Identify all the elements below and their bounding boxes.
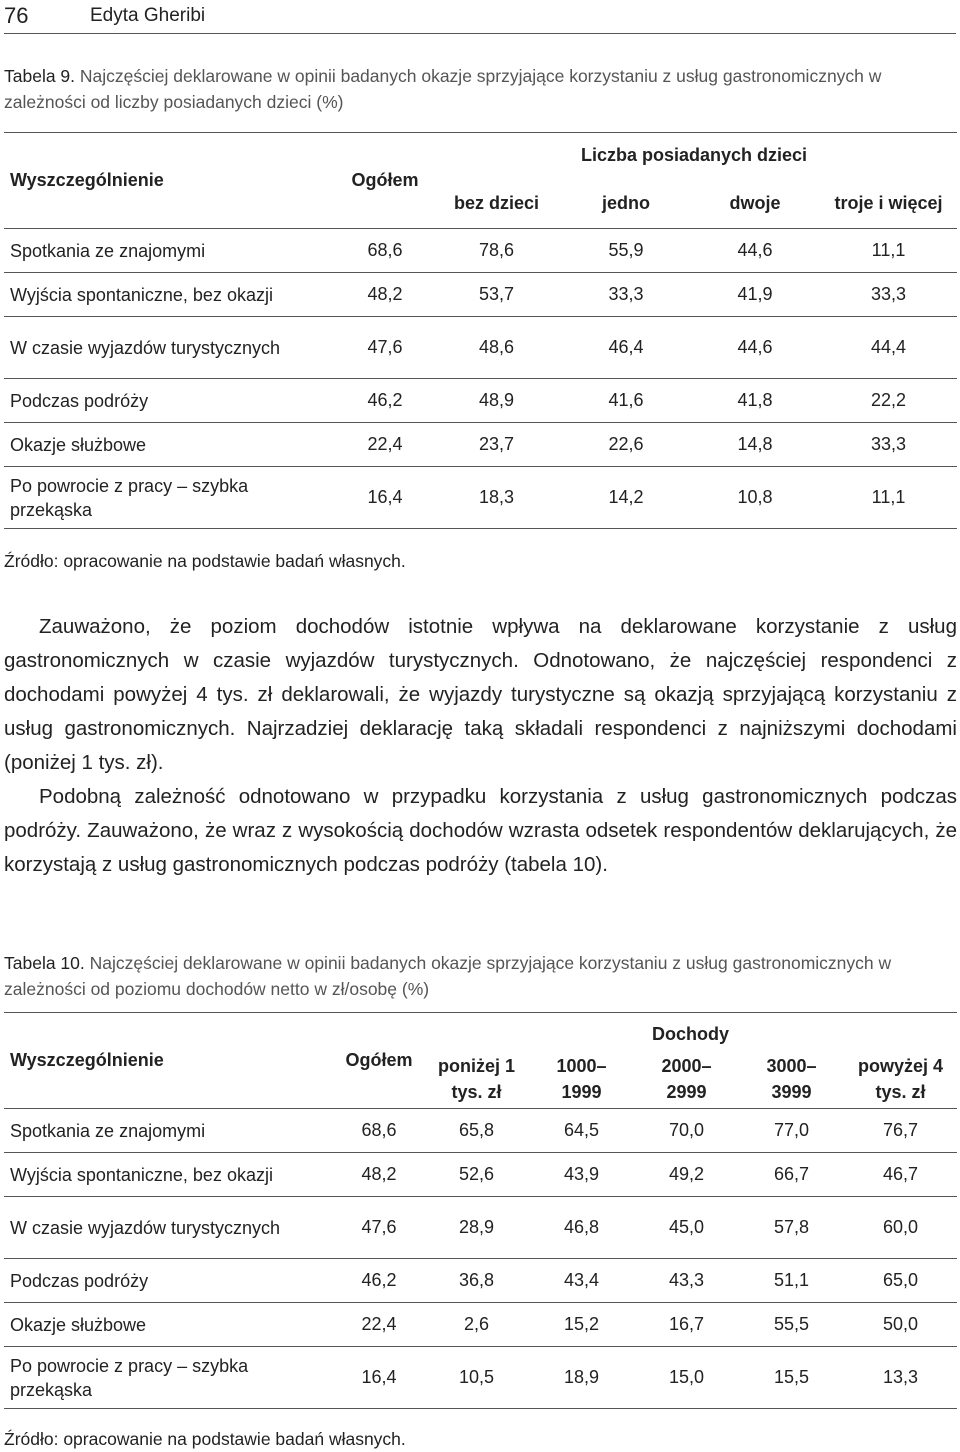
table9-label: Tabela 9. xyxy=(4,66,76,86)
row-label: W czasie wyjazdów turystycznych xyxy=(4,317,339,379)
table-cell: 47,6 xyxy=(334,1197,424,1259)
table-cell: 78,6 xyxy=(431,229,562,273)
table-cell: 33,3 xyxy=(820,273,957,317)
table-cell: 64,5 xyxy=(529,1109,634,1153)
table-cell: 41,6 xyxy=(562,379,690,423)
table-cell: 43,3 xyxy=(634,1259,739,1303)
table-cell: 48,2 xyxy=(334,1153,424,1197)
table9-subheader: troje i więcej xyxy=(820,179,957,229)
table10-caption-text: Najczęściej deklarowane w opinii badanych okazje sprzyjające korzystaniu z usług gastronomicznych w zależności od poziomu dochodów netto w zł/osobę (%) xyxy=(4,953,892,999)
table9-subheader: dwoje xyxy=(690,179,820,229)
table-cell: 68,6 xyxy=(339,229,431,273)
table-cell: 11,1 xyxy=(820,467,957,529)
table-cell: 10,8 xyxy=(690,467,820,529)
table-cell: 70,0 xyxy=(634,1109,739,1153)
table-cell: 22,4 xyxy=(334,1303,424,1347)
table-cell: 44,6 xyxy=(690,229,820,273)
table9 xyxy=(4,132,957,529)
table-cell: 15,2 xyxy=(529,1303,634,1347)
table-cell: 44,4 xyxy=(820,317,957,379)
table10-header-total: Ogółem xyxy=(334,1013,424,1109)
paragraph: Podobną zależność odnotowano w przypadku korzystania z usług gastronomicznych podczas podróży. Zauważono, że wraz z wysokością dochodów wzrasta odsetek respondentów deklarujących, że korzystają z usług gastronomicznych podczas podróży (tabela 10). xyxy=(4,785,957,876)
table-cell: 53,7 xyxy=(431,273,562,317)
table-cell: 44,6 xyxy=(690,317,820,379)
row-label: W czasie wyjazdów turystycznych xyxy=(4,1197,334,1259)
table9-caption xyxy=(4,63,954,115)
table-row xyxy=(4,317,957,379)
row-label: Po powrocie z pracy – szybka przekąska xyxy=(4,1347,334,1409)
table-cell: 23,7 xyxy=(431,423,562,467)
table-cell: 16,4 xyxy=(339,467,431,529)
row-label: Spotkania ze znajomymi xyxy=(4,1109,334,1153)
body-text xyxy=(4,610,957,882)
table10-subheader: 1000– 1999 xyxy=(529,1051,634,1109)
table-cell: 11,1 xyxy=(820,229,957,273)
table10-header-first: Wyszczególnienie xyxy=(4,1013,334,1109)
table-cell: 46,2 xyxy=(334,1259,424,1303)
header-rule xyxy=(4,33,956,34)
table-row xyxy=(4,379,957,423)
paragraph: Zauważono, że poziom dochodów istotnie wpływa na deklarowane korzystanie z usług gastronomicznych w czasie wyjazdów turystycznych. Odnotowano, że najczęściej respondenci z dochodami powyżej 4 tys. zł deklarowali, że wyjazdy turystyczne są okazją sprzyjającą korzystaniu z usług gastronomicznych. Najrzadziej deklarację taką składali respondenci z najniższymi dochodami (poniżej 1 tys. zł). xyxy=(4,615,957,774)
table-cell: 41,8 xyxy=(690,379,820,423)
table-cell: 51,1 xyxy=(739,1259,844,1303)
row-label: Po powrocie z pracy – szybka przekąska xyxy=(4,467,339,529)
table-row xyxy=(4,467,957,529)
table9-subheader: bez dzieci xyxy=(431,179,562,229)
table-cell: 65,0 xyxy=(844,1259,957,1303)
table-cell: 43,4 xyxy=(529,1259,634,1303)
table-cell: 46,8 xyxy=(529,1197,634,1259)
table-cell: 13,3 xyxy=(844,1347,957,1409)
table-cell: 41,9 xyxy=(690,273,820,317)
table-row xyxy=(4,1347,957,1409)
table-cell: 16,7 xyxy=(634,1303,739,1347)
table-cell: 46,4 xyxy=(562,317,690,379)
table-row xyxy=(4,1197,957,1259)
table-cell: 14,2 xyxy=(562,467,690,529)
table-cell: 36,8 xyxy=(424,1259,529,1303)
table-cell: 66,7 xyxy=(739,1153,844,1197)
table10-group-header: Dochody xyxy=(424,1013,957,1051)
table9-caption-text: Najczęściej deklarowane w opinii badanych okazje sprzyjające korzystaniu z usług gastronomicznych w zależności od liczby posiadanych dzieci (%) xyxy=(4,66,882,112)
table-cell: 55,9 xyxy=(562,229,690,273)
table-cell: 22,4 xyxy=(339,423,431,467)
table-cell: 18,9 xyxy=(529,1347,634,1409)
table-cell: 33,3 xyxy=(562,273,690,317)
table-cell: 46,7 xyxy=(844,1153,957,1197)
table-row xyxy=(4,1109,957,1153)
table-cell: 65,8 xyxy=(424,1109,529,1153)
table10-subheader: 3000– 3999 xyxy=(739,1051,844,1109)
table-cell: 18,3 xyxy=(431,467,562,529)
table9-source: Źródło: opracowanie na podstawie badań własnych. xyxy=(4,551,406,571)
table-cell: 33,3 xyxy=(820,423,957,467)
table-cell: 48,6 xyxy=(431,317,562,379)
table-cell: 10,5 xyxy=(424,1347,529,1409)
table-cell: 28,9 xyxy=(424,1197,529,1259)
table-cell: 60,0 xyxy=(844,1197,957,1259)
table-cell: 77,0 xyxy=(739,1109,844,1153)
table-row xyxy=(4,1153,957,1197)
row-label: Okazje służbowe xyxy=(4,1303,334,1347)
table10-subheader: 2000– 2999 xyxy=(634,1051,739,1109)
table-cell: 46,2 xyxy=(339,379,431,423)
table-cell: 47,6 xyxy=(339,317,431,379)
table-cell: 48,9 xyxy=(431,379,562,423)
table-cell: 52,6 xyxy=(424,1153,529,1197)
table-cell: 50,0 xyxy=(844,1303,957,1347)
table-row xyxy=(4,1259,957,1303)
table-cell: 22,2 xyxy=(820,379,957,423)
table-cell: 14,8 xyxy=(690,423,820,467)
author-name: Edyta Gheribi xyxy=(90,5,206,26)
table-row xyxy=(4,423,957,467)
row-label: Podczas podróży xyxy=(4,1259,334,1303)
row-label: Spotkania ze znajomymi xyxy=(4,229,339,273)
table9-subheader: jedno xyxy=(562,179,690,229)
table-cell: 57,8 xyxy=(739,1197,844,1259)
table10 xyxy=(4,1012,957,1409)
table-cell: 22,6 xyxy=(562,423,690,467)
table9-header-first: Wyszczególnienie xyxy=(4,133,339,229)
table-cell: 48,2 xyxy=(339,273,431,317)
table-row xyxy=(4,1303,957,1347)
table-cell: 45,0 xyxy=(634,1197,739,1259)
table-cell: 2,6 xyxy=(424,1303,529,1347)
page-number: 76 xyxy=(4,3,29,28)
table-cell: 49,2 xyxy=(634,1153,739,1197)
table-cell: 68,6 xyxy=(334,1109,424,1153)
table-row xyxy=(4,229,957,273)
table9-header-total: Ogółem xyxy=(339,133,431,229)
table10-source: Źródło: opracowanie na podstawie badań własnych. xyxy=(4,1429,406,1449)
row-label: Wyjścia spontaniczne, bez okazji xyxy=(4,273,339,317)
row-label: Wyjścia spontaniczne, bez okazji xyxy=(4,1153,334,1197)
table-cell: 15,5 xyxy=(739,1347,844,1409)
table-cell: 15,0 xyxy=(634,1347,739,1409)
running-head xyxy=(4,2,205,30)
table10-subheader: poniżej 1 tys. zł xyxy=(424,1051,529,1109)
table9-group-header: Liczba posiadanych dzieci xyxy=(431,133,957,179)
table10-subheader: powyżej 4 tys. zł xyxy=(844,1051,957,1109)
table10-label: Tabela 10. xyxy=(4,953,85,973)
row-label: Okazje służbowe xyxy=(4,423,339,467)
row-label: Podczas podróży xyxy=(4,379,339,423)
table-cell: 76,7 xyxy=(844,1109,957,1153)
table-row xyxy=(4,273,957,317)
table-cell: 43,9 xyxy=(529,1153,634,1197)
table10-caption xyxy=(4,950,954,1002)
table-cell: 16,4 xyxy=(334,1347,424,1409)
table-cell: 55,5 xyxy=(739,1303,844,1347)
